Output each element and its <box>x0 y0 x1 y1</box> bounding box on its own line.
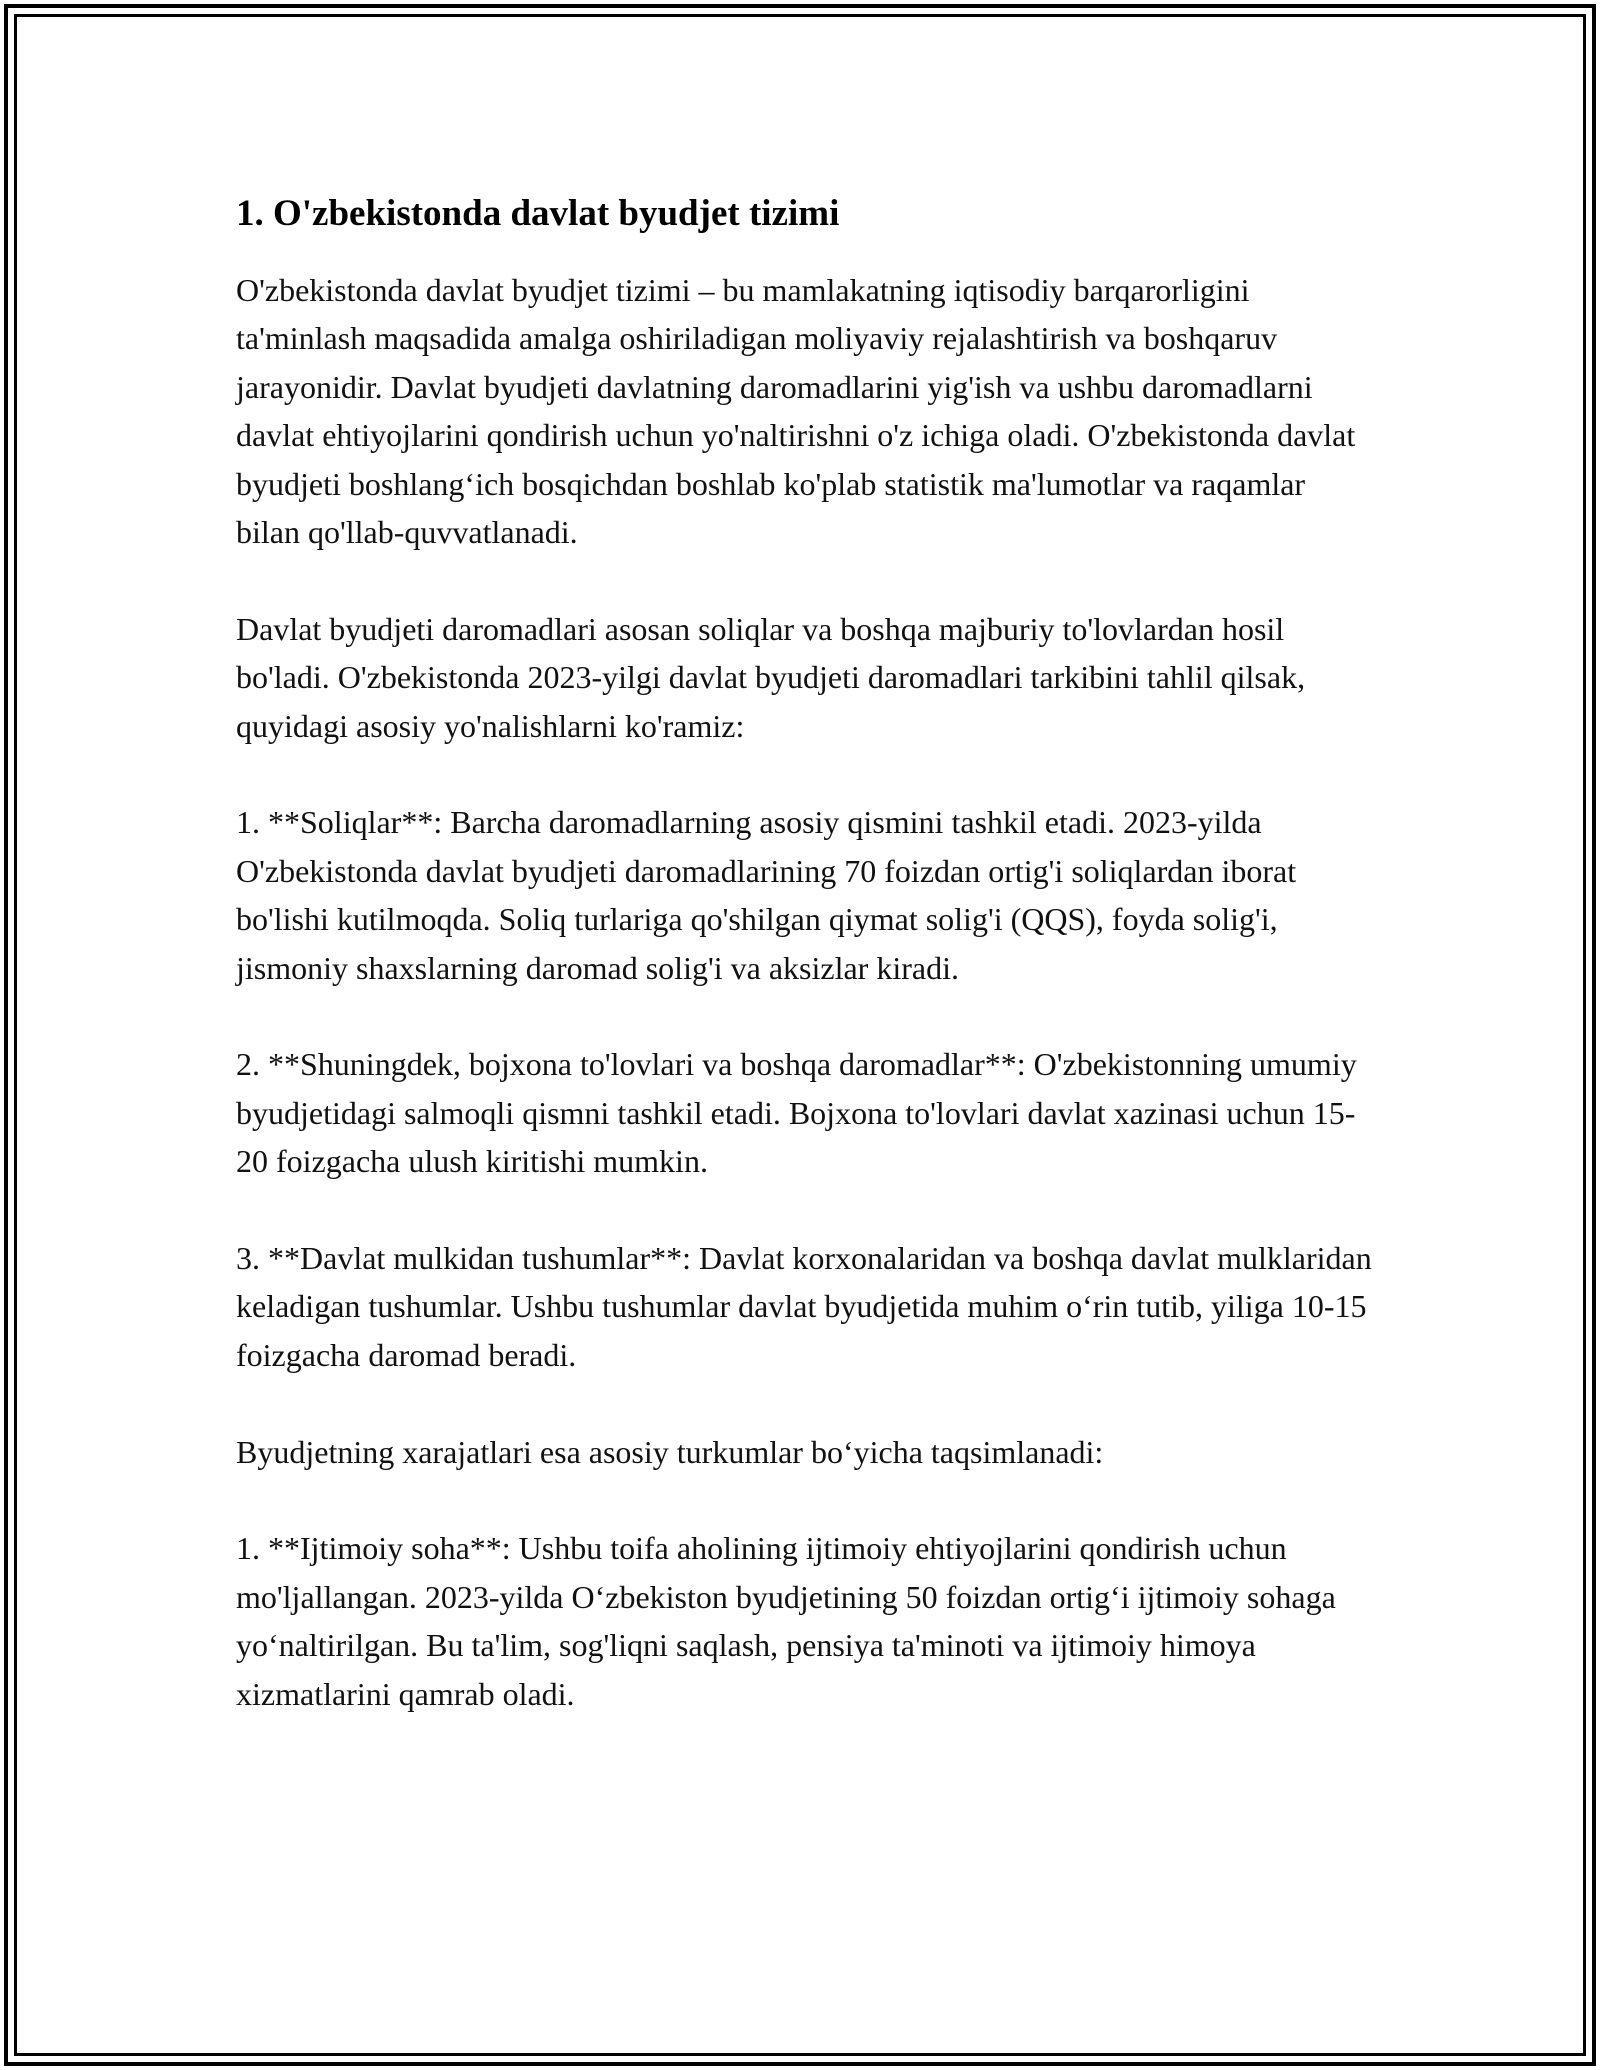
list-item-taxes: 1. **Soliqlar**: Barcha daromadlarning asosiy qismini tashkil etadi. 2023-yilda O'zbekistonda davlat byudjeti daromadlarining 70 foizdan ortig'i soliqlardan iborat bo'lishi kutilmoqda. Soliq turlariga qo'shilgan qiymat solig'i (QQS), foyda solig'i, jismoniy shaxslarning daromad solig'i va aksizlar kiradi. <box>236 804 1297 986</box>
paragraph-spacer <box>236 1186 1376 1234</box>
list-item-social-sphere: 1. **Ijtimoiy soha**: Ushbu toifa aholining ijtimoiy ehtiyojlarini qondirish uchun mo'ljallangan. 2023-yilda O‘zbekiston byudjetining 50 foizdan ortig‘i ijtimoiy sohaga yo‘naltirilgan. Bu ta'lim, sog'liqni saqlash, pensiya ta'minoti va ijtimoiy himoya xizmatlarini qamrab oladi. <box>236 1530 1336 1712</box>
document-title: 1. O'zbekistonda davlat byudjet tizimi <box>236 193 840 234</box>
paragraph-spacer <box>236 1379 1376 1427</box>
paragraph-intro: O'zbekistonda davlat byudjet tizimi – bu mamlakatning iqtisodiy barqarorligini ta'minlash maqsadida amalga oshiriladigan moliyaviy rejalashtirish va boshqaruv jarayonidir. Davlat byudjeti davlatning daromadlarini yig'ish va ushbu daromadlarni davlat ehtiyojlarini qondirish uchun yo'naltirishni o'z ichiga oladi. O'zbekistonda davlat byudjeti boshlang‘ich bosqichdan boshlab ko'plab statistik ma'lumotlar va raqamlar bilan qo'llab-quvvatlanadi. <box>236 272 1356 551</box>
paragraph-spacer <box>236 556 1376 604</box>
paragraph-spacer <box>236 1476 1376 1524</box>
list-item-state-property: 3. **Davlat mulkidan tushumlar**: Davlat korxonalaridan va boshqa davlat mulklaridan keladigan tushumlar. Ushbu tushumlar davlat byudjetida muhim o‘rin tutib, yiliga 10-15 foizgacha daromad beradi. <box>236 1240 1372 1373</box>
paragraph-spacer <box>236 750 1376 798</box>
paragraph-spacer <box>236 992 1376 1040</box>
document-body <box>236 184 1376 1718</box>
paragraph-expenses-intro: Byudjetning xarajatlari esa asosiy turkumlar bo‘yicha taqsimlanadi: <box>236 1433 1104 1470</box>
paragraph-revenue-intro: Davlat byudjeti daromadlari asosan soliqlar va boshqa majburiy to'lovlardan hosil bo'ladi. O'zbekistonda 2023-yilgi davlat byudjeti daromadlari tarkibini tahlil qilsak, quyidagi asosiy yo'nalishlarni ko'ramiz: <box>236 610 1306 744</box>
list-item-customs: 2. **Shuningdek, bojxona to'lovlari va boshqa daromadlar**: O'zbekistonning umumiy byudjetidagi salmoqli qismni tashkil etadi. Bojxona to'lovlari davlat xazinasi uchun 15-20 foizgacha ulush kiritishi mumkin. <box>236 1046 1357 1180</box>
